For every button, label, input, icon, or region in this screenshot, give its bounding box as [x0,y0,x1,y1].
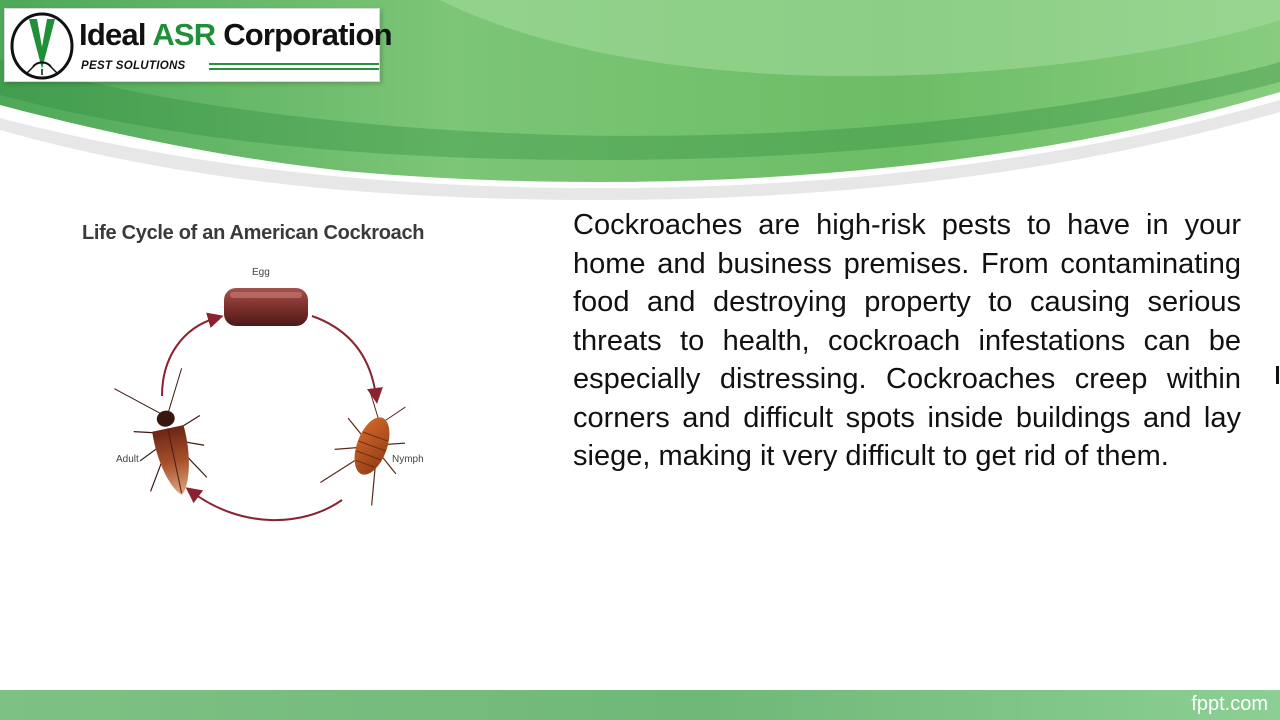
logo-title-accent: ASR [152,17,216,52]
edge-mark [1276,366,1279,384]
life-cycle-graphic [70,210,490,540]
nymph-icon [319,387,419,510]
arrow-adult-to-egg [162,318,216,396]
stage-label-adult: Adult [116,454,139,465]
arrow-nymph-to-adult [192,492,342,520]
arrow-egg-to-nymph [312,316,376,396]
egg-icon [224,288,308,326]
logo-rule [209,63,379,65]
logo-title: Ideal ASR Corporation [79,17,392,52]
life-cycle-diagram [70,210,490,540]
logo-subtitle: PEST SOLUTIONS [81,60,186,72]
footer-credit: fppt.com [1191,693,1268,715]
stage-label-nymph: Nymph [392,454,424,465]
body-paragraph: Cockroaches are high-risk pests to have in your home and business premises. From contaminating food and destroying property to causing serious threats to health, cockroach infestations can be especially distressing. Cockroaches creep within corners and difficult spots inside buildings and lay siege, making it very difficult to get rid of them. [573,209,1241,472]
logo-subtitle-row [81,59,379,75]
diagram-title: Life Cycle of an American Cockroach [82,222,425,244]
adult-icon [113,367,215,505]
bug-spray-logo-icon [9,11,75,81]
footer-bar [0,690,1280,720]
stage-label-egg: Egg [252,267,270,278]
logo-rule [209,68,379,70]
company-logo [4,8,392,82]
